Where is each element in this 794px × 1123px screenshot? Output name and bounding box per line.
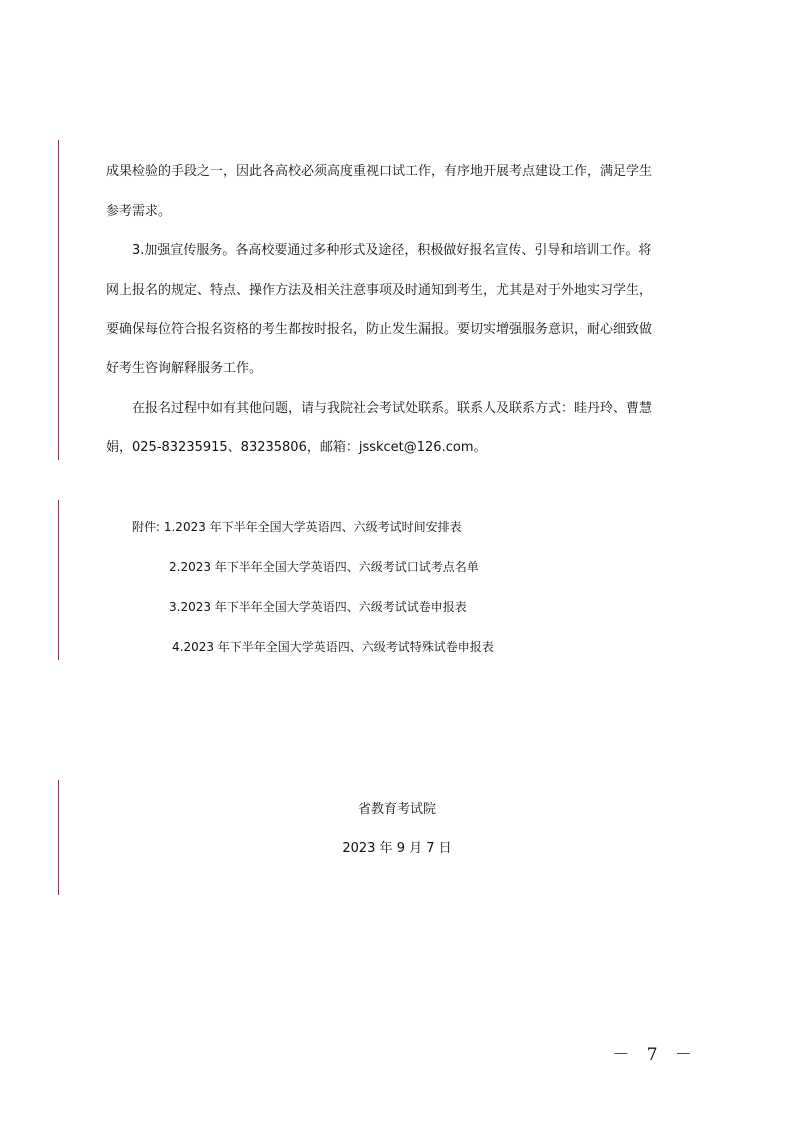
body-line: 在报名过程中如有其他问题，请与我院社会考试处联系。联系人及联系方式：眭丹玲、曹慧 bbox=[132, 401, 653, 416]
page-number: － 7 － bbox=[612, 1045, 698, 1065]
body-line: 好考生咨询解释服务工作。 bbox=[106, 361, 263, 376]
attachment-item-2: 2.2023 年下半年全国大学英语四、六级考试口试考点名单 bbox=[169, 560, 479, 574]
change-bar-attachments bbox=[58, 500, 59, 660]
body-line: 成果检验的手段之一，因此各高校必须高度重视口试工作，有序地开展考点建设工作，满足学生 bbox=[106, 164, 653, 179]
signature-date: 2023 年 9 月 7 日 bbox=[342, 841, 452, 856]
attachment-item-3: 3.2023 年下半年全国大学英语四、六级考试试卷申报表 bbox=[169, 600, 467, 614]
signature-org: 省教育考试院 bbox=[357, 802, 436, 817]
body-line: 3.加强宣传服务。各高校要通过多种形式及途径，积极做好报名宣传、引导和培训工作。将 bbox=[132, 243, 652, 258]
attachment-item-4: 4.2023 年下半年全国大学英语四、六级考试特殊试卷申报表 bbox=[172, 640, 494, 654]
body-line: 网上报名的规定、特点、操作方法及相关注意事项及时通知到考生，尤其是对于外地实习学生， bbox=[106, 283, 653, 298]
body-line: 参考需求。 bbox=[106, 204, 172, 219]
change-bar-body bbox=[58, 140, 59, 460]
attachment-item-1: 附件: 1.2023 年下半年全国大学英语四、六级考试时间安排表 bbox=[132, 520, 462, 534]
body-line: 要确保每位符合报名资格的考生都按时报名，防止发生漏报。要切实增强服务意识，耐心细致做 bbox=[106, 322, 653, 337]
body-line: 娟，025-83235915、83235806，邮箱：jsskcet@126.com。 bbox=[106, 440, 487, 455]
